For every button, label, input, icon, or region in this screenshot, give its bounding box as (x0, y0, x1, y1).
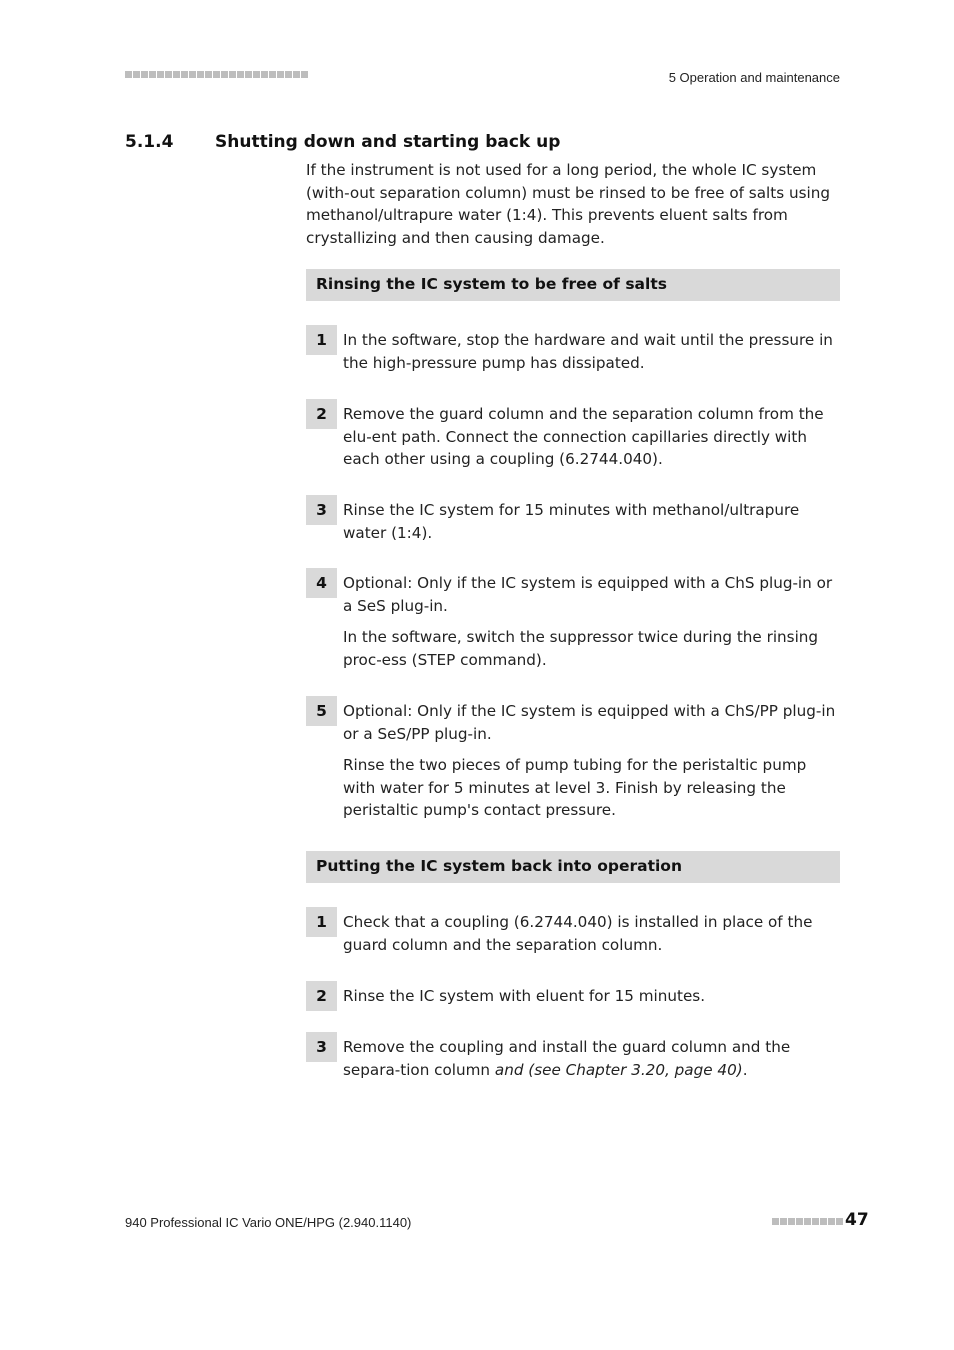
step-text-main: Remove the coupling and install the guard column and the separa-tion column (343, 1038, 791, 1079)
procedure-2-step-2 (306, 981, 840, 1008)
footer-document-title: 940 Professional IC Vario ONE/HPG (2.940.1140) (125, 1215, 412, 1230)
cross-reference-link[interactable]: and (see Chapter 3.20, page 40) (494, 1060, 743, 1079)
step-text: In the software, switch the suppressor twice during the rinsing proc-ess (STEP command). (343, 628, 819, 669)
step-text: In the software, stop the hardware and wait until the pressure in the high-pressure pump has dissipated. (343, 331, 833, 372)
step-text (343, 1032, 840, 1081)
procedure-heading-back-into-operation: Putting the IC system back into operation (306, 851, 840, 883)
procedure-1-step-5 (306, 696, 840, 822)
step-number: 2 (306, 399, 337, 429)
step-text: Optional: Only if the IC system is equipped with a ChS/PP plug-in or a SeS/PP plug-in. (343, 702, 836, 743)
step-number: 3 (306, 495, 337, 525)
step-number: 1 (306, 325, 337, 355)
step-text: Optional: Only if the IC system is equipped with a ChS plug-in or a SeS plug-in. (343, 574, 833, 615)
step-text: Rinse the IC system with eluent for 15 minutes. (343, 987, 706, 1005)
step-number: 1 (306, 907, 337, 937)
procedure-2-step-1 (306, 907, 840, 956)
step-text-tail: . (742, 1060, 748, 1079)
step-number: 5 (306, 696, 337, 726)
step-number: 2 (306, 981, 337, 1011)
step-number: 4 (306, 568, 337, 598)
step-number: 3 (306, 1032, 337, 1062)
page-number: 47 (845, 1210, 869, 1230)
step-text: Rinse the two pieces of pump tubing for the peristaltic pump with water for 5 minutes at level 3. Finish by releasing the peristaltic pump's contact pressure. (343, 756, 807, 819)
section-intro: If the instrument is not used for a long period, the whole IC system (with-out separation column) must be rinsed to be free of salts using methanol/ultrapure water (1:4). This prevents eluent salts from crystallizing and then causing damage. (306, 161, 830, 247)
procedure-heading-rinsing: Rinsing the IC system to be free of salts (306, 269, 840, 301)
procedure-1-step-3 (306, 495, 840, 544)
step-text: Rinse the IC system for 15 minutes with methanol/ultrapure water (1:4). (343, 501, 800, 542)
procedure-2-step-3 (306, 1032, 840, 1081)
step-text: Remove the guard column and the separation column from the elu-ent path. Connect the connection capillaries directly with each other using a coupling (6.2744.040). (343, 405, 824, 468)
step-text: Check that a coupling (6.2744.040) is installed in place of the guard column and the separation column. (343, 913, 813, 954)
procedure-1-step-4 (306, 568, 840, 671)
running-header-chapter: 5 Operation and maintenance (668, 70, 840, 85)
footer-decoration (772, 1218, 843, 1225)
procedure-1-step-2 (306, 399, 840, 471)
header-decoration (125, 71, 308, 79)
section-title: Shutting down and starting back up (215, 132, 561, 152)
section-number: 5.1.4 (125, 132, 174, 152)
procedure-1-step-1 (306, 325, 840, 374)
